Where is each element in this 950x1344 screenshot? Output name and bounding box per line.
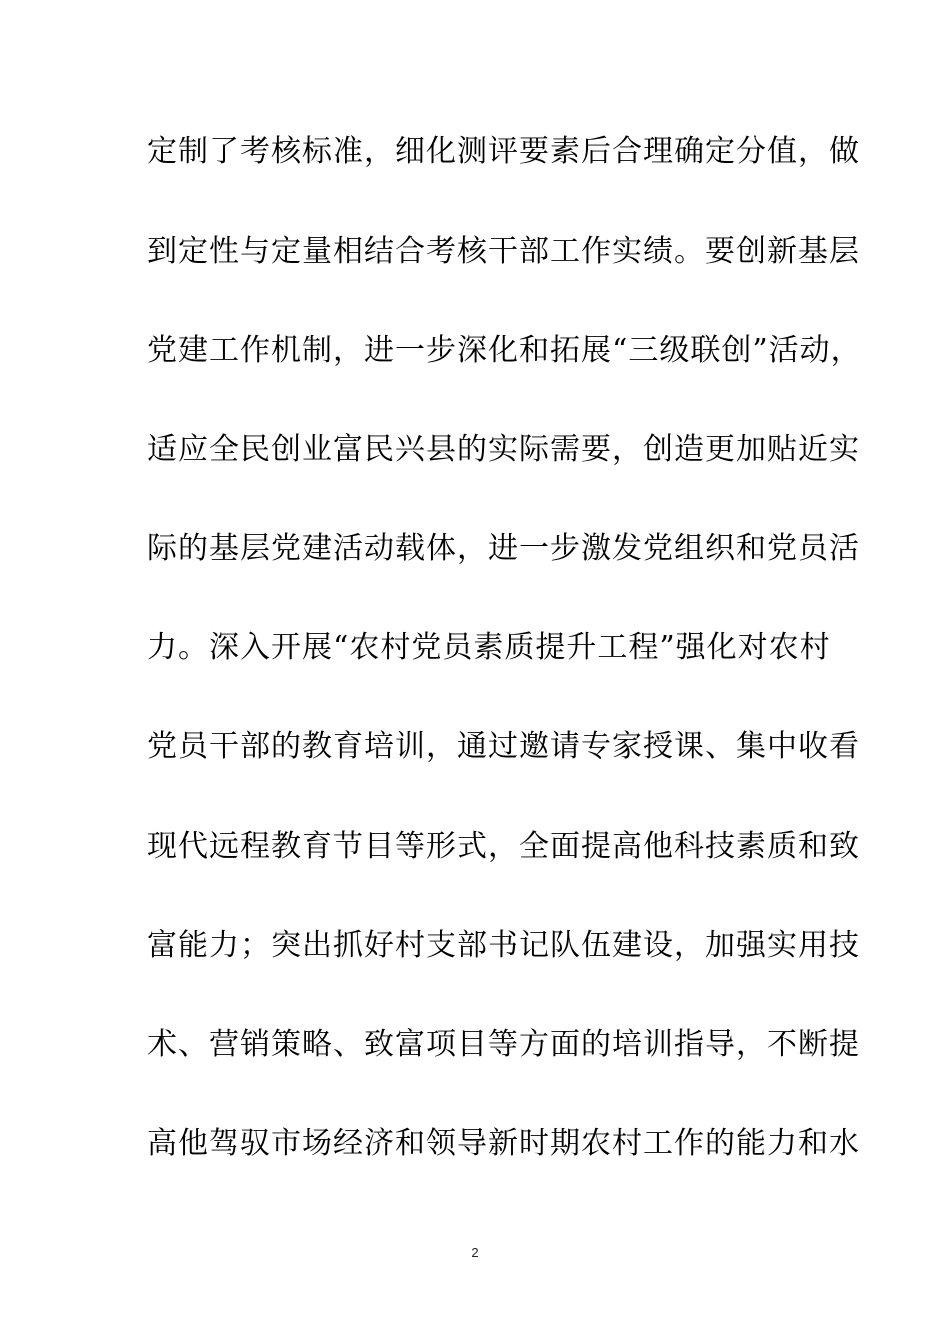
body-text-line-10: 术、营销策略、致富项目等方面的培训指导，不断提	[147, 1027, 860, 1062]
page-number: 2	[471, 1245, 479, 1260]
body-text-line-9: 富能力；突出抓好村支部书记队伍建设，加强实用技	[147, 928, 860, 963]
body-text-line-1: 定制了考核标准，细化测评要素后合理确定分值，做	[147, 134, 860, 169]
body-text-line-2: 到定性与定量相结合考核干部工作实绩。要创新基层	[147, 234, 860, 269]
body-text-line-8: 现代远程教育节目等形式，全面提高他科技素质和致	[147, 829, 860, 864]
body-text-line-6: 力。深入开展“农村党员素质提升工程”强化对农村	[147, 630, 831, 665]
body-text-line-5: 际的基层党建活动载体，进一步激发党组织和党员活	[147, 531, 860, 566]
body-text-line-7: 党员干部的教育培训，通过邀请专家授课、集中收看	[147, 729, 860, 764]
body-text-line-11: 高他驾驭市场经济和领导新时期农村工作的能力和水	[147, 1126, 860, 1161]
body-text-line-4: 适应全民创业富民兴县的实际需要，创造更加贴近实	[147, 432, 860, 467]
body-text-line-3: 党建工作机制，进一步深化和拓展“三级联创”活动，	[147, 333, 862, 368]
